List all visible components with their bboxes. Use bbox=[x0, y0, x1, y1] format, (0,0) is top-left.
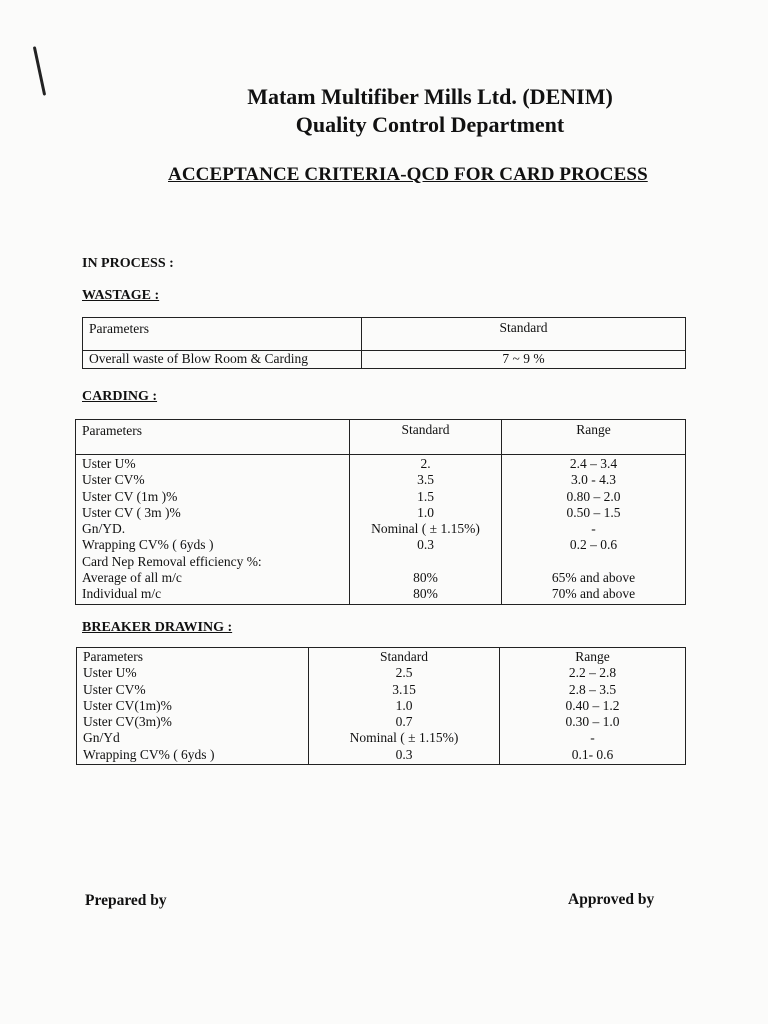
breaker-standard: 1.0 bbox=[395, 697, 413, 713]
breaker-range: 2.8 – 3.5 bbox=[568, 681, 617, 697]
carding-range: 3.0 - 4.3 bbox=[571, 472, 616, 488]
carding-header-standard: Standard bbox=[350, 420, 502, 455]
carding-param: Wrapping CV% ( 6yds ) bbox=[82, 537, 214, 553]
carding-standard: 2. bbox=[420, 456, 431, 471]
carding-range: 0.80 – 2.0 bbox=[566, 488, 621, 504]
carding-range: 2.4 – 3.4 bbox=[569, 456, 618, 471]
carding-param: Average of all m/c bbox=[82, 570, 182, 586]
company-name: Matam Multifiber Mills Ltd. (DENIM) bbox=[247, 84, 613, 109]
carding-table bbox=[75, 419, 686, 605]
breaker-header-standard: Standard bbox=[380, 649, 428, 664]
breaker-range: 0.30 – 1.0 bbox=[565, 714, 620, 730]
wastage-row-parameter: Overall waste of Blow Room & Carding bbox=[83, 351, 362, 369]
breaker-standard: 0.3 bbox=[395, 746, 413, 762]
carding-standard-column bbox=[356, 456, 495, 603]
carding-param: Gn/YD. bbox=[82, 521, 126, 537]
carding-standard: 3.5 bbox=[417, 472, 434, 488]
carding-range: 70% and above bbox=[551, 586, 636, 602]
carding-range: - bbox=[591, 521, 596, 537]
carding-range: 0.50 – 1.5 bbox=[566, 504, 621, 520]
carding-standard: 80% bbox=[413, 570, 438, 586]
breaker-standard: 0.7 bbox=[395, 714, 413, 730]
breaker-param: Wrapping CV% ( 6yds ) bbox=[83, 746, 215, 762]
breaker-drawing-label: BREAKER DRAWING : bbox=[82, 620, 233, 635]
breaker-drawing-table bbox=[76, 647, 686, 765]
carding-param: Uster CV ( 3m )% bbox=[82, 504, 181, 520]
carding-param: Uster CV (1m )% bbox=[82, 488, 178, 504]
carding-param: Uster CV% bbox=[82, 472, 145, 488]
carding-standard bbox=[356, 554, 495, 570]
breaker-param: Gn/Yd bbox=[83, 730, 120, 746]
carding-range: 65% and above bbox=[551, 570, 636, 586]
breaker-param: Uster CV(1m)% bbox=[83, 697, 172, 713]
breaker-standard-column bbox=[315, 649, 493, 763]
carding-standard: 0.3 bbox=[417, 537, 434, 553]
breaker-parameter-column bbox=[83, 649, 302, 763]
carding-range-column bbox=[508, 456, 679, 603]
breaker-standard: 3.15 bbox=[392, 681, 416, 697]
breaker-standard: Nominal ( ± 1.15%) bbox=[349, 730, 459, 746]
department-name: Quality Control Department bbox=[295, 112, 565, 137]
breaker-header-range: Range bbox=[575, 649, 610, 664]
in-process-label: IN PROCESS : bbox=[82, 256, 174, 271]
breaker-range-column bbox=[506, 649, 679, 763]
carding-param: Card Nep Removal efficiency %: bbox=[82, 553, 262, 569]
breaker-standard: 2.5 bbox=[395, 665, 413, 681]
carding-range: 0.2 – 0.6 bbox=[569, 537, 618, 553]
carding-header-range: Range bbox=[502, 420, 686, 455]
carding-standard: Nominal ( ± 1.15%) bbox=[371, 521, 480, 537]
breaker-param: Uster U% bbox=[83, 665, 137, 681]
breaker-param: Uster CV(3m)% bbox=[83, 714, 172, 730]
carding-label: CARDING : bbox=[82, 389, 158, 404]
breaker-param: Uster CV% bbox=[83, 681, 146, 697]
breaker-range: 0.40 – 1.2 bbox=[565, 697, 620, 713]
wastage-header-parameters: Parameters bbox=[83, 318, 362, 351]
approved-by-label: Approved by bbox=[568, 891, 655, 908]
wastage-table bbox=[82, 317, 686, 369]
breaker-header-parameters: Parameters bbox=[83, 649, 143, 664]
wastage-header-standard: Standard bbox=[362, 318, 686, 351]
carding-range bbox=[508, 554, 679, 570]
wastage-row-standard: 7 ~ 9 % bbox=[362, 351, 686, 369]
carding-standard: 1.5 bbox=[417, 488, 434, 504]
breaker-range: 0.1- 0.6 bbox=[571, 746, 614, 762]
breaker-range: - bbox=[590, 730, 595, 746]
carding-header-parameters: Parameters bbox=[76, 420, 350, 455]
prepared-by-label: Prepared by bbox=[85, 892, 167, 909]
carding-param: Individual m/c bbox=[82, 586, 162, 602]
document-title: ACCEPTANCE CRITERIA-QCD FOR CARD PROCESS bbox=[168, 164, 648, 185]
carding-parameter-column bbox=[82, 456, 343, 603]
carding-standard: 80% bbox=[413, 586, 438, 602]
carding-standard: 1.0 bbox=[417, 504, 434, 520]
carding-param: Uster U% bbox=[82, 456, 136, 471]
breaker-range: 2.2 – 2.8 bbox=[568, 665, 617, 681]
wastage-label: WASTAGE : bbox=[82, 288, 160, 303]
